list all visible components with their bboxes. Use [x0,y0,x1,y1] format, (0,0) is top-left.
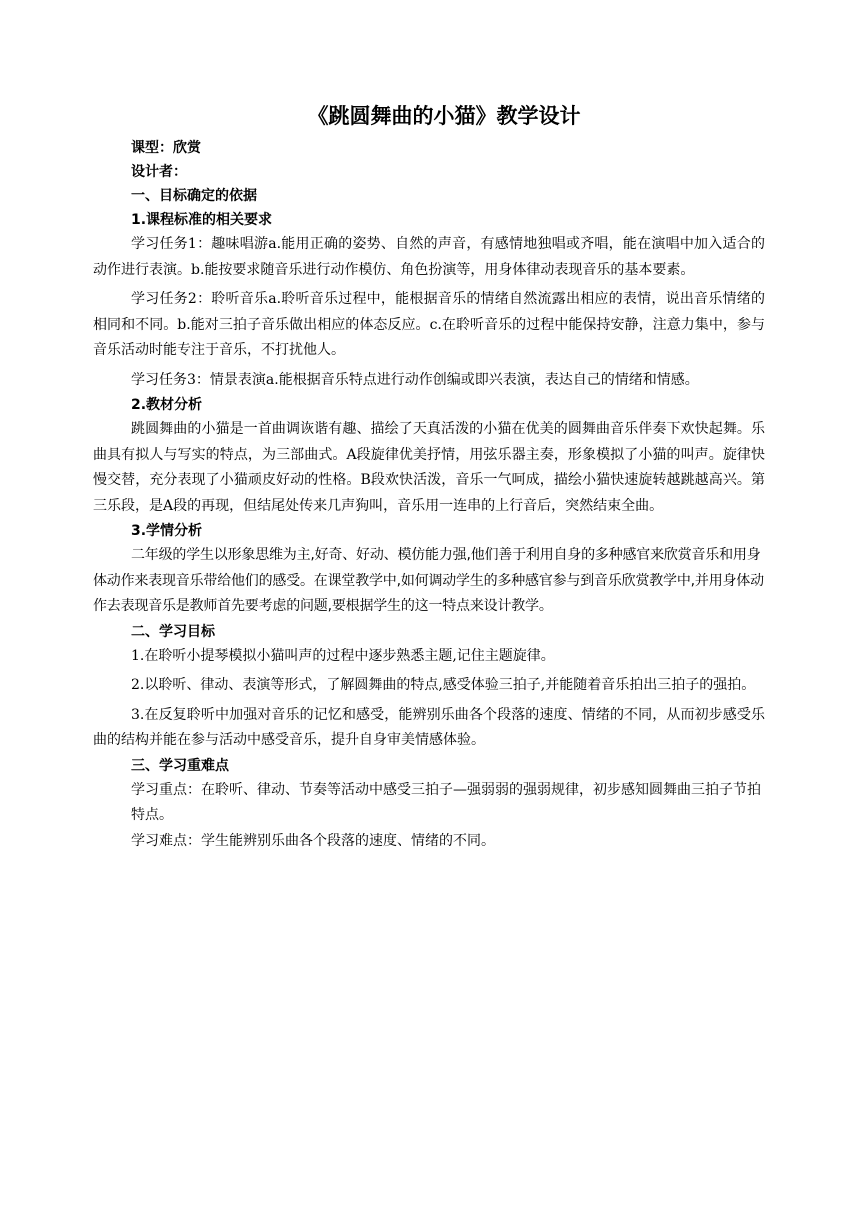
section-1-2-heading: 2.教材分析 [131,397,203,413]
section-2-heading: 二、学习目标 [131,623,215,640]
section-1-1-heading: 1.课程标准的相关要求 [131,212,273,228]
task-2-paragraph: 学习任务2：聆听音乐a.聆听音乐过程中，能根据音乐的情绪自然流露出相应的表情，说出音乐情绪的相同和不同。b.能对三拍子音乐做出相应的体态反应。c.在聆听音乐的过程中能保持安静，注意力集中，参与音乐活动时能专注于音乐，不打扰他人。 [93,291,765,358]
designer-line: 设计者： [131,164,187,180]
document-title: 《跳圆舞曲的小猫》教学设计 [307,104,581,128]
objective-1-paragraph: 1.在聆听小提琴模拟小猫叫声的过程中逐步熟悉主题,记住主题旋律。 [131,647,555,664]
document-body [93,100,765,854]
objective-2-paragraph: 2.以聆听、律动、表演等形式，了解圆舞曲的特点,感受体验三拍子,并能随着音乐拍出三拍子的强拍。 [131,677,756,693]
course-type-line: 课型：欣赏 [131,140,201,156]
difficulty-paragraph: 学习难点：学生能辨别乐曲各个段落的速度、情绪的不同。 [131,832,495,849]
section-1-heading: 一、目标确定的依据 [131,188,257,204]
objective-3-paragraph: 3.在反复聆听中加强对音乐的记忆和感受，能辨别乐曲各个段落的速度、情绪的不同，从而初步感受乐曲的结构并能在参与活动中感受音乐，提升自身审美情感体验。 [93,706,765,748]
section-3-heading: 三、学习重难点 [131,757,229,774]
task-3-paragraph: 学习任务3：情景表演a.能根据音乐特点进行动作创编或即兴表演，表达自己的情绪和情感。 [131,371,699,388]
material-analysis-paragraph: 跳圆舞曲的小猫是一首曲调诙谐有趣、描绘了天真活泼的小猫在优美的圆舞曲音乐伴奏下欢快起舞。乐曲具有拟人与写实的特点，为三部曲式。A段旋律优美抒情，用弦乐器主奏，形象模拟了小猫的叫声。旋律快慢交替，充分表现了小猫顽皮好动的性格。B段欢快活泼，音乐一气呵成，描绘小猫快速旋转越跳越高兴。第三乐段，是A段的再现，但结尾处传来几声狗叫，音乐用一连串的上行音后，突然结束全曲。 [93,421,765,514]
section-1-3-heading: 3.学情分析 [131,523,203,539]
task-1-paragraph: 学习任务1：趣味唱游a.能用正确的姿势、自然的声音，有感情地独唱或齐唱，能在演唱中加入适合的动作进行表演。b.能按要求随音乐进行动作模仿、角色扮演等，用身体律动表现音乐的基本要素。 [93,236,765,278]
student-analysis-paragraph: 二年级的学生以形象思维为主,好奇、好动、模仿能力强,他们善于利用自身的多种感官来欣赏音乐和用身体动作来表现音乐带给他们的感受。在课堂教学中,如何调动学生的多种感官参与到音乐欣赏教学中,并用身体动作去表现音乐是教师首先要考虑的问题,要根据学生的这一特点来设计教学。 [93,547,764,614]
key-point-paragraph: 学习重点：在聆听、律动、节奏等活动中感受三拍子—强弱弱的强弱规律，初步感知圆舞曲三拍子节拍特点。 [131,781,761,823]
